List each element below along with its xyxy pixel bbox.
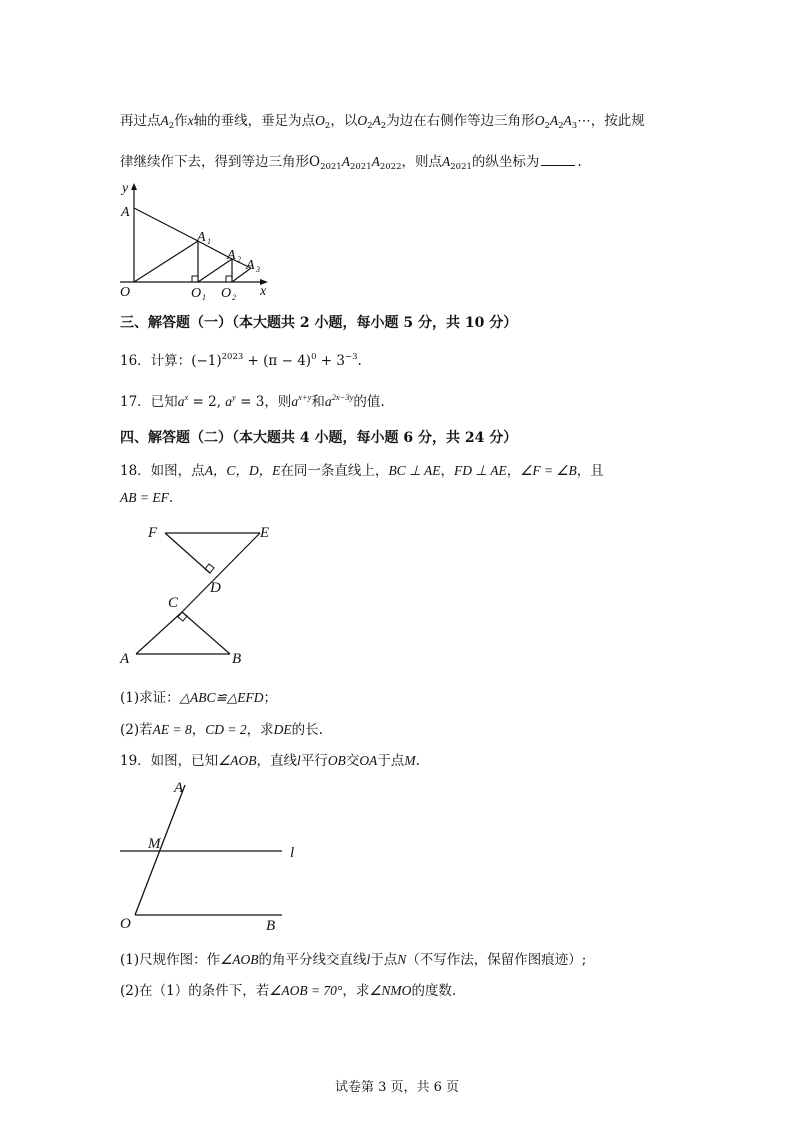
point-label: O	[357, 113, 368, 128]
text: （不写作法，保留作图痕迹）;	[406, 952, 587, 968]
subscript: 2021	[349, 162, 372, 172]
math: + 3	[316, 353, 345, 369]
var: a	[177, 394, 185, 409]
label-F: F	[148, 525, 158, 541]
text: ，	[191, 722, 206, 738]
math: ∠AOB	[218, 753, 257, 768]
math: N	[397, 952, 407, 967]
math: CD = 2	[205, 722, 247, 737]
math: + (π − 4)	[243, 353, 312, 369]
label-A1: A	[197, 230, 206, 245]
text: ，直线	[256, 753, 298, 769]
right-angle-mark	[192, 276, 198, 282]
math: = 2,	[188, 394, 226, 410]
label-C: C	[168, 595, 179, 611]
question-18-part2	[120, 718, 323, 738]
var: a	[291, 394, 299, 409]
label-E: E	[260, 525, 270, 541]
label-O2-sub: 2	[232, 293, 236, 302]
text: 平行	[300, 753, 328, 769]
text: .	[577, 154, 582, 170]
label-O1: O	[191, 286, 202, 301]
math: l	[366, 952, 371, 967]
text: 再过点	[120, 113, 161, 129]
exponent: 0	[311, 352, 317, 362]
label-A: A	[120, 651, 130, 667]
text: 的纵坐标为	[471, 154, 540, 170]
point-label: A	[341, 154, 350, 169]
subscript: 2	[380, 121, 387, 131]
label-A3: A	[246, 258, 255, 273]
question-number: 17．已知	[120, 394, 178, 410]
math: ∠NMO	[369, 983, 412, 998]
text: ，	[506, 463, 521, 479]
segment-O-A1	[134, 241, 198, 282]
math: ∠F = ∠B	[520, 463, 577, 478]
text: .	[415, 753, 420, 769]
var: a	[225, 394, 233, 409]
text: 律继续作下去，得到等边三角形	[120, 154, 309, 170]
label-l: l	[290, 845, 295, 861]
q15-line2	[120, 150, 582, 172]
math: = 3	[235, 394, 265, 410]
label-D: D	[210, 580, 221, 596]
segment-A-A1	[134, 208, 198, 241]
math: A，C，D，E	[204, 463, 281, 478]
subscript: 2	[168, 121, 175, 131]
subscript: 2	[367, 121, 373, 131]
text: (1)求证：	[120, 690, 180, 706]
label-M: M	[148, 836, 161, 852]
text: 轴的垂线，垂足为点	[193, 113, 316, 129]
text: (2)若	[120, 722, 153, 738]
math: ∠AOB = 70°	[269, 983, 343, 998]
subscript: 2	[558, 121, 564, 131]
question-number: 19．如图，已知	[120, 753, 219, 769]
segment-F-D	[165, 533, 210, 573]
text: 作	[174, 113, 188, 129]
math: BC ⊥ AE	[388, 463, 441, 478]
figure-triangles-abc-efd	[110, 515, 270, 670]
question-18-line2	[120, 490, 173, 506]
text: ，求	[246, 722, 274, 738]
text: 的角平分线交直线	[258, 952, 367, 968]
text: ，按此规	[590, 113, 645, 129]
text: 在同一条直线上，	[280, 463, 389, 479]
exponent: x	[184, 392, 189, 402]
section-heading: 三、解答题（一）（本大题共 2 小题，每小题 5 分，共 10 分）	[120, 315, 518, 331]
math: AB = EF	[120, 490, 169, 505]
figure-coordinate-triangles	[110, 180, 280, 302]
label-O: O	[120, 285, 131, 300]
label-x: x	[260, 284, 267, 299]
answer-blank[interactable]	[541, 153, 575, 166]
math: (−1)	[191, 353, 222, 369]
text: ，则	[264, 394, 292, 410]
subscript: 2022	[379, 162, 402, 172]
text: 交	[345, 753, 360, 769]
subscript: 2021	[320, 162, 342, 172]
var: x	[187, 113, 194, 128]
math: l	[297, 753, 301, 768]
ellipsis: ⋯	[577, 113, 591, 129]
math: OA	[359, 753, 378, 768]
segment-C-B	[182, 612, 230, 654]
point-label: A	[371, 154, 380, 169]
y-axis-arrow	[131, 183, 137, 190]
text: 为边在右侧作等边三角形	[386, 113, 535, 129]
section-heading: 四、解答题（二）（本大题共 4 小题，每小题 6 分，共 24 分）	[120, 430, 518, 446]
subscript: 2021	[450, 162, 472, 172]
point-label: A	[549, 113, 559, 128]
text: (1)尺规作图：作	[120, 952, 221, 968]
label-A2-sub: 2	[237, 255, 241, 264]
question-number: 16．计算：	[120, 353, 192, 369]
point-label: A	[372, 113, 381, 128]
math: OB	[327, 753, 346, 768]
question-number: 18．如图，点	[120, 463, 205, 479]
text: 的值.	[353, 394, 385, 410]
subscript: 2	[544, 121, 550, 131]
label-O: O	[120, 916, 131, 932]
subscript: 3	[571, 121, 578, 131]
exponent: y	[232, 392, 236, 402]
text: 的长.	[291, 722, 323, 738]
point-label: O	[315, 113, 325, 128]
point-label: O	[534, 113, 545, 128]
right-angle-mark	[226, 276, 232, 282]
text: ；	[263, 690, 277, 706]
point-label: A	[563, 113, 572, 128]
question-19	[120, 749, 420, 769]
text: ，且	[576, 463, 604, 479]
right-angle-mark	[205, 564, 214, 573]
text: ，	[440, 463, 454, 479]
question-19-part1	[120, 948, 586, 968]
math: ∠AOB	[220, 952, 259, 967]
label-A2: A	[227, 248, 236, 263]
point-label: O	[309, 154, 321, 170]
segment-C-A	[136, 612, 182, 654]
label-O1-sub: 1	[202, 293, 206, 302]
exponent: −3	[344, 352, 358, 362]
label-A3-sub: 3	[256, 265, 260, 274]
label-A: A	[174, 780, 184, 796]
var: a	[324, 394, 332, 409]
question-16	[120, 349, 362, 369]
text: .	[357, 353, 362, 369]
question-18-part1	[120, 686, 277, 706]
text: ，求	[342, 983, 370, 999]
figure-angle-aob	[110, 775, 310, 935]
label-A: A	[121, 205, 130, 220]
q15-line1	[120, 109, 645, 131]
text: ，则点	[401, 154, 442, 170]
subscript: 2	[324, 121, 331, 131]
math: FD ⊥ AE	[453, 463, 507, 478]
label-B: B	[266, 918, 276, 934]
page-footer: 试卷第 3 页，共 6 页	[334, 1080, 460, 1095]
exponent: x+y	[298, 392, 312, 402]
math: △ABC≌△EFD	[179, 690, 264, 705]
point-label: A	[442, 154, 451, 169]
question-19-part2	[120, 979, 456, 999]
exponent: 2023	[221, 352, 244, 362]
label-A1-sub: 1	[207, 237, 211, 246]
label-y: y	[122, 181, 129, 196]
math: M	[404, 753, 416, 768]
text: ，以	[330, 113, 358, 129]
question-17	[120, 390, 385, 410]
text: 的度数.	[411, 983, 457, 999]
text: 于点	[370, 952, 398, 968]
right-angle-mark	[178, 612, 187, 621]
segment-E-C	[182, 533, 260, 612]
text: .	[168, 490, 174, 506]
label-O2: O	[221, 286, 232, 301]
math: DE	[273, 722, 292, 737]
text: (2)在（1）的条件下，若	[120, 983, 270, 999]
text: 和	[311, 394, 325, 410]
text: 于点	[377, 753, 405, 769]
label-B: B	[232, 651, 242, 667]
math: AE = 8	[152, 722, 192, 737]
question-18	[120, 459, 604, 479]
exponent: 2x−3y	[331, 392, 354, 402]
point-label: A	[160, 113, 169, 128]
